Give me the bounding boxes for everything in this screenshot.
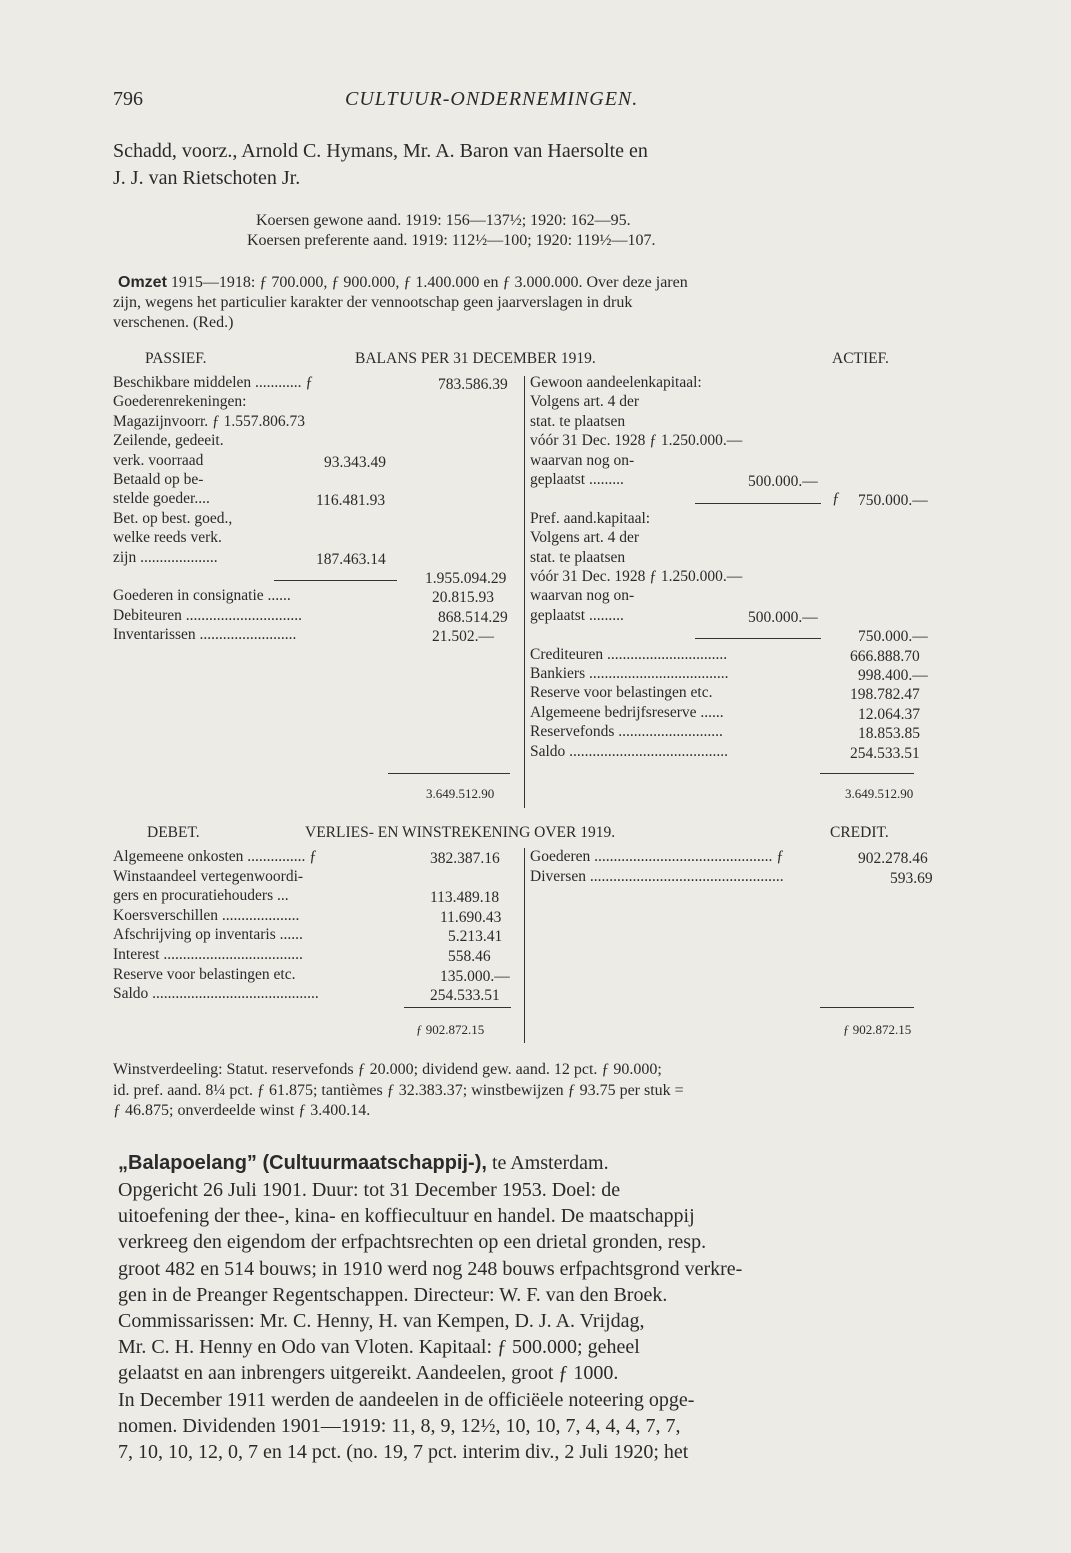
total-rule	[404, 1007, 511, 1008]
total-rule	[820, 773, 914, 774]
balans-right-label: geplaatst .........	[530, 606, 624, 624]
balans-left-value: 868.514.29	[438, 608, 508, 626]
balans-left-value: 20.815.93	[432, 589, 494, 607]
balans-right-label: Bankiers ....................................	[530, 665, 729, 682]
balans-right-value: 998.400.—	[858, 667, 928, 684]
intro-line: J. J. van Rietschoten Jr.	[113, 167, 301, 189]
balans-left-label: Zeilende, gedeeit.	[113, 432, 224, 450]
winst-left-value: 254.533.51	[430, 987, 500, 1005]
winst-left-label: Saldo ...........................................	[113, 985, 319, 1003]
balans-right-subvalue: 500.000.—	[748, 608, 818, 626]
balans-divider	[524, 376, 525, 808]
balans-left-heading: PASSIEF.	[145, 350, 207, 367]
balans-left-value: 783.586.39	[438, 376, 508, 393]
balans-left-label: verk. voorraad	[113, 451, 204, 469]
balans-right-value: 198.782.47	[850, 686, 920, 704]
intro-line: Schadd, voorz., Arnold C. Hymans, Mr. A. Baron van Haersolte en	[113, 140, 648, 162]
winst-left-total: ƒ 902.872.15	[416, 1022, 485, 1037]
winst-left-value: 113.489.18	[430, 889, 500, 907]
balans-right-value: 750.000.—	[858, 492, 928, 510]
balans-right-value: 12.064.37	[858, 705, 920, 723]
balans-right-label: Pref. aand.kapitaal:	[530, 509, 651, 527]
company-body-line: uitoefening der thee-, kina- en koffiecultuur en handel. De maatschappij	[118, 1205, 695, 1228]
balans-right-label: Crediteuren ...............................	[530, 645, 728, 663]
balans-left-subvalue: 116.481.93	[316, 492, 386, 510]
omzet-line: zijn, wegens het particulier karakter der vennootschap geen jaarverslagen in druk	[113, 294, 633, 311]
balans-right-heading: ACTIEF.	[832, 350, 889, 367]
balans-right-subvalue: 500.000.—	[748, 473, 818, 490]
company-body-line: Mr. C. H. Henny en Odo van Vloten. Kapitaal: ƒ 500.000; geheel	[118, 1336, 640, 1359]
balans-right-label: Reserve voor belastingen etc.	[530, 684, 713, 702]
winstverdeeling-line: ƒ 46.875; onverdeelde winst ƒ 3.400.14.	[113, 1102, 371, 1119]
company-name: „Balapoelang” (Cultuurmaatschappij-),	[118, 1152, 487, 1174]
total-rule	[388, 773, 510, 774]
winst-left-label: Afschrijving op inventaris ......	[113, 926, 303, 944]
company-body-line: groot 482 en 514 bouws; in 1910 werd nog 248 bouws erfpachtsgrond verkre-	[118, 1257, 743, 1280]
omzet-label: Omzet	[118, 274, 167, 291]
balans-left-label: Inventarissen .........................	[113, 626, 297, 644]
company-body-line: Commissarissen: Mr. C. Henny, H. van Kempen, D. J. A. Vrijdag,	[118, 1310, 645, 1332]
balans-right-label: waarvan nog on-	[530, 451, 635, 469]
balans-left-label: zijn ....................	[113, 548, 218, 566]
balans-left-label: Goederenrekeningen:	[113, 393, 247, 411]
company-body-line: 7, 10, 10, 12, 0, 7 en 14 pct. (no. 19, 7 pct. interim div., 2 Juli 1920; het	[118, 1441, 689, 1463]
balans-right-label: Saldo .........................................	[530, 742, 729, 760]
balans-right-label: vóór 31 Dec. 1928 ƒ 1.250.000.—	[530, 432, 743, 450]
balans-left-label: Goederen in consignatie ......	[113, 587, 291, 605]
winst-right-label: Diversen ..................................................	[530, 867, 784, 885]
winst-left-label: gers en procuratiehouders ...	[113, 887, 289, 905]
balans-left-label: Betaald op be-	[113, 471, 204, 488]
winst-left-value: 558.46	[448, 948, 491, 965]
winst-right-value: 593.69	[890, 869, 933, 887]
subtotal-rule	[274, 580, 397, 581]
balans-right-label: waarvan nog on-	[530, 587, 635, 605]
balans-right-label: vóór 31 Dec. 1928 ƒ 1.250.000.—	[530, 568, 743, 585]
company-body-line: Opgericht 26 Juli 1901. Duur: tot 31 December 1953. Doel: de	[118, 1179, 621, 1201]
balans-left-label: Magazijnvoorr. ƒ 1.557.806.73	[113, 412, 306, 430]
winst-left-label: Winstaandeel vertegenwoordi-	[113, 867, 304, 885]
winst-divider	[524, 848, 525, 1043]
winst-left-value: 382.387.16	[430, 850, 500, 867]
winst-right-value: 902.278.46	[858, 850, 928, 867]
running-title: CULTUUR-ONDERNEMINGEN.	[345, 88, 639, 110]
winst-right-total: ƒ 902.872.15	[843, 1022, 912, 1037]
winst-left-value: 135.000.—	[440, 967, 510, 985]
winst-left-heading: DEBET.	[147, 824, 200, 841]
winst-left-label: Koersverschillen ....................	[113, 906, 300, 924]
balans-right-label: Volgens art. 4 der	[530, 393, 640, 411]
balans-left-label: welke reeds verk.	[113, 529, 222, 547]
winst-left-label: Algemeene onkosten ............... ƒ	[113, 848, 318, 865]
winst-left-label: Interest ....................................	[113, 946, 303, 963]
company-body-line: verkreeg den eigendom der erfpachtsrechten op een drietal gronden, resp.	[118, 1231, 707, 1254]
omzet-line	[118, 274, 688, 292]
balans-left-subvalue: 187.463.14	[316, 550, 386, 568]
balans-left-value: 21.502.—	[432, 628, 494, 646]
balans-right-value: 666.888.70	[850, 647, 920, 665]
winst-left-label: Reserve voor belastingen etc.	[113, 965, 296, 983]
winstverdeeling-line: Winstverdeeling: Statut. reservefonds ƒ 20.000; dividend gew. aand. 12 pct. ƒ 90.000;	[113, 1061, 662, 1078]
balans-left-total: 3.649.512.90	[426, 786, 495, 801]
balans-title: BALANS PER 31 DECEMBER 1919.	[355, 350, 596, 367]
balans-right-value: 18.853.85	[858, 725, 920, 743]
winst-right-label: Goederen .............................................. ƒ	[530, 848, 784, 865]
balans-right-value: 750.000.—	[858, 628, 928, 646]
company-body-line: gen in de Preanger Regentschappen. Directeur: W. F. van den Broek.	[118, 1283, 668, 1306]
company-body-line: nomen. Dividenden 1901—1919: 11, 8, 9, 12½, 10, 10, 7, 4, 4, 4, 7, 7,	[118, 1414, 681, 1437]
page-number: 796	[113, 88, 143, 110]
balans-right-total: 3.649.512.90	[845, 786, 914, 801]
balans-right-label: Gewoon aandeelenkapitaal:	[530, 374, 702, 391]
balans-right-label: Algemeene bedrijfsreserve ......	[530, 703, 724, 721]
koersen-line: Koersen preferente aand. 1919: 112½—100; 1920: 119½—107.	[247, 232, 656, 249]
balans-left-value: 1.955.094.29	[425, 570, 507, 587]
koersen-line: Koersen gewone aand. 1919: 156—137½; 1920: 162—95.	[256, 212, 631, 229]
balans-right-label: Reservefonds ...........................	[530, 723, 723, 741]
balans-right-value: 254.533.51	[850, 744, 920, 762]
winst-right-heading: CREDIT.	[830, 824, 889, 841]
company-location: te Amsterdam.	[491, 1152, 609, 1174]
winst-title: VERLIES- EN WINSTREKENING OVER 1919.	[305, 824, 616, 841]
omzet-line: verschenen. (Red.)	[113, 314, 234, 331]
subtotal-rule	[695, 503, 821, 504]
winst-left-value: 11.690.43	[440, 908, 502, 926]
winst-left-value: 5.213.41	[448, 928, 503, 946]
balans-right-label: stat. te plaatsen	[530, 548, 626, 566]
subtotal-rule	[695, 638, 821, 639]
balans-left-label: Debiteuren ..............................	[113, 606, 302, 624]
company-heading	[118, 1152, 609, 1175]
balans-right-label: stat. te plaatsen	[530, 412, 626, 430]
balans-left-label: Beschikbare middelen ............ ƒ	[113, 374, 314, 391]
company-body-line: gelaatst en aan inbrengers uitgereikt. Aandeelen, groot ƒ 1000.	[118, 1362, 619, 1385]
omzet-text: 1915—1918: ƒ 700.000, ƒ 900.000, ƒ 1.400.000 en ƒ 3.000.000. Over deze jaren	[170, 274, 688, 291]
balans-left-label: Bet. op best. goed.,	[113, 509, 233, 527]
total-rule	[820, 1007, 914, 1008]
winstverdeeling-line: id. pref. aand. 8¼ pct. ƒ 61.875; tantièmes ƒ 32.383.37; winstbewijzen ƒ 93.75 per stuk =	[113, 1082, 684, 1099]
balans-left-label: stelde goeder....	[113, 490, 210, 508]
balans-right-label: geplaatst .........	[530, 471, 624, 488]
company-body-line: In December 1911 werden de aandeelen in de officiëele noteering opge-	[118, 1388, 695, 1411]
balans-right-currency: ƒ	[832, 490, 840, 508]
balans-left-subvalue: 93.343.49	[324, 453, 386, 471]
balans-right-label: Volgens art. 4 der	[530, 529, 640, 547]
